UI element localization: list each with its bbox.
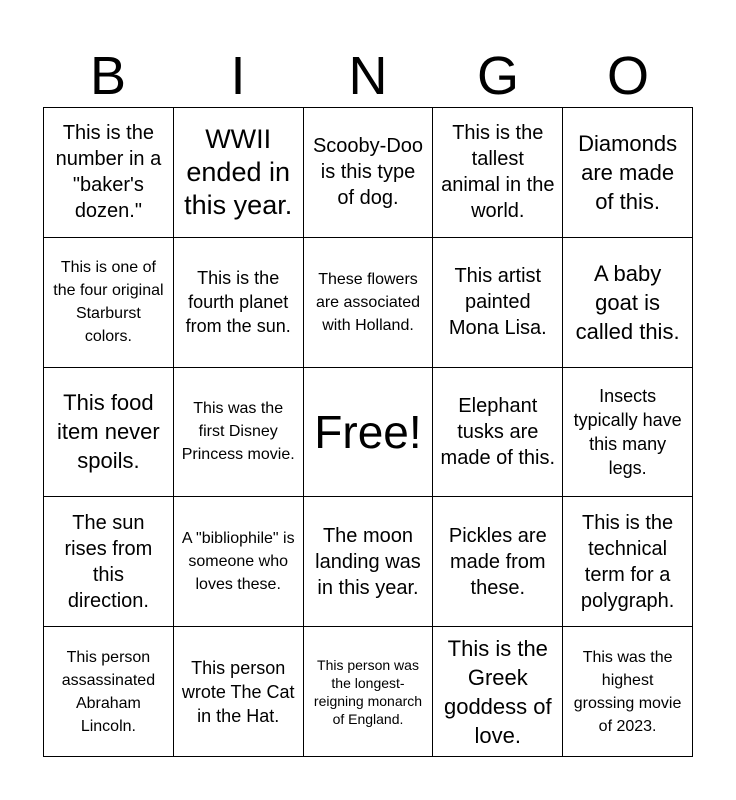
- bingo-cell-r1c2[interactable]: [174, 108, 304, 238]
- bingo-cell-r2c5[interactable]: [563, 238, 693, 368]
- bingo-header: [43, 44, 693, 108]
- cell-text: A "bibliophile" is someone who loves these.: [181, 530, 295, 594]
- cell-text: Insects typically have this many legs.: [573, 385, 682, 478]
- bingo-cell-r4c4[interactable]: [433, 497, 563, 627]
- bingo-cell-r1c3[interactable]: [304, 108, 434, 238]
- bingo-cell-r4c2[interactable]: [174, 497, 304, 627]
- bingo-cell-r4c3[interactable]: [304, 497, 434, 627]
- cell-text: Elephant tusks are made of this.: [440, 394, 556, 469]
- bingo-cell-r5c5[interactable]: [563, 627, 693, 757]
- cell-text: This food item never spoils.: [57, 390, 160, 474]
- bingo-grid: [43, 107, 693, 757]
- bingo-cell-r5c1[interactable]: [44, 627, 174, 757]
- bingo-cell-r2c3[interactable]: [304, 238, 434, 368]
- bingo-cell-r2c1[interactable]: [44, 238, 174, 368]
- cell-text: This is the number in a "baker's dozen.": [55, 122, 162, 223]
- bingo-cell-r3c5[interactable]: [563, 368, 693, 498]
- bingo-cell-r1c4[interactable]: [433, 108, 563, 238]
- header-letter-i: I: [230, 46, 246, 106]
- bingo-cell-free[interactable]: [304, 368, 434, 498]
- bingo-cell-r4c5[interactable]: [563, 497, 693, 627]
- bingo-cell-r5c4[interactable]: [433, 627, 563, 757]
- cell-text: This was the first Disney Princess movie.: [181, 400, 295, 464]
- header-letter-b: B: [89, 46, 127, 106]
- free-space-text: Free!: [314, 405, 422, 458]
- cell-text: Diamonds are made of this.: [578, 130, 678, 214]
- cell-text: This was the highest grossing movie of 2023.: [573, 648, 682, 735]
- cell-text: This is the technical term for a polygraph.: [580, 511, 675, 612]
- bingo-cell-r3c2[interactable]: [174, 368, 304, 498]
- bingo-cell-r4c1[interactable]: [44, 497, 174, 627]
- header-letter-g: G: [476, 46, 519, 106]
- bingo-cell-r1c5[interactable]: [563, 108, 693, 238]
- cell-text: WWII ended in this year.: [184, 123, 293, 220]
- bingo-cell-r5c2[interactable]: [174, 627, 304, 757]
- cell-text: Pickles are made from these.: [448, 524, 547, 599]
- bingo-cell-r3c4[interactable]: [433, 368, 563, 498]
- cell-text: Scooby-Doo is this type of dog.: [312, 135, 424, 210]
- cell-text: The sun rises from this direction.: [64, 511, 153, 612]
- cell-text: This is the tallest animal in the world.: [441, 122, 555, 223]
- bingo-cell-r2c4[interactable]: [433, 238, 563, 368]
- header-letter-n: N: [348, 46, 388, 106]
- cell-text: This person wrote The Cat in the Hat.: [181, 657, 295, 726]
- cell-text: A baby goat is called this.: [575, 260, 680, 344]
- cell-text: This person assassinated Abraham Lincoln.: [61, 648, 156, 735]
- cell-text: This person was the longest-reigning monarch of England.: [313, 656, 423, 727]
- cell-text: This is the fourth planet from the sun.: [185, 268, 291, 337]
- bingo-cell-r5c3[interactable]: [304, 627, 434, 757]
- cell-text: This artist painted Mona Lisa.: [448, 265, 547, 340]
- cell-text: This is the Greek goddess of love.: [443, 635, 552, 748]
- bingo-cell-r2c2[interactable]: [174, 238, 304, 368]
- header-letter-o: O: [606, 46, 649, 106]
- cell-text: These flowers are associated with Holland.: [315, 270, 421, 334]
- cell-text: The moon landing was in this year.: [315, 524, 421, 599]
- cell-text: This is one of the four original Starburst colors.: [53, 259, 164, 346]
- bingo-cell-r1c1[interactable]: [44, 108, 174, 238]
- bingo-cell-r3c1[interactable]: [44, 368, 174, 498]
